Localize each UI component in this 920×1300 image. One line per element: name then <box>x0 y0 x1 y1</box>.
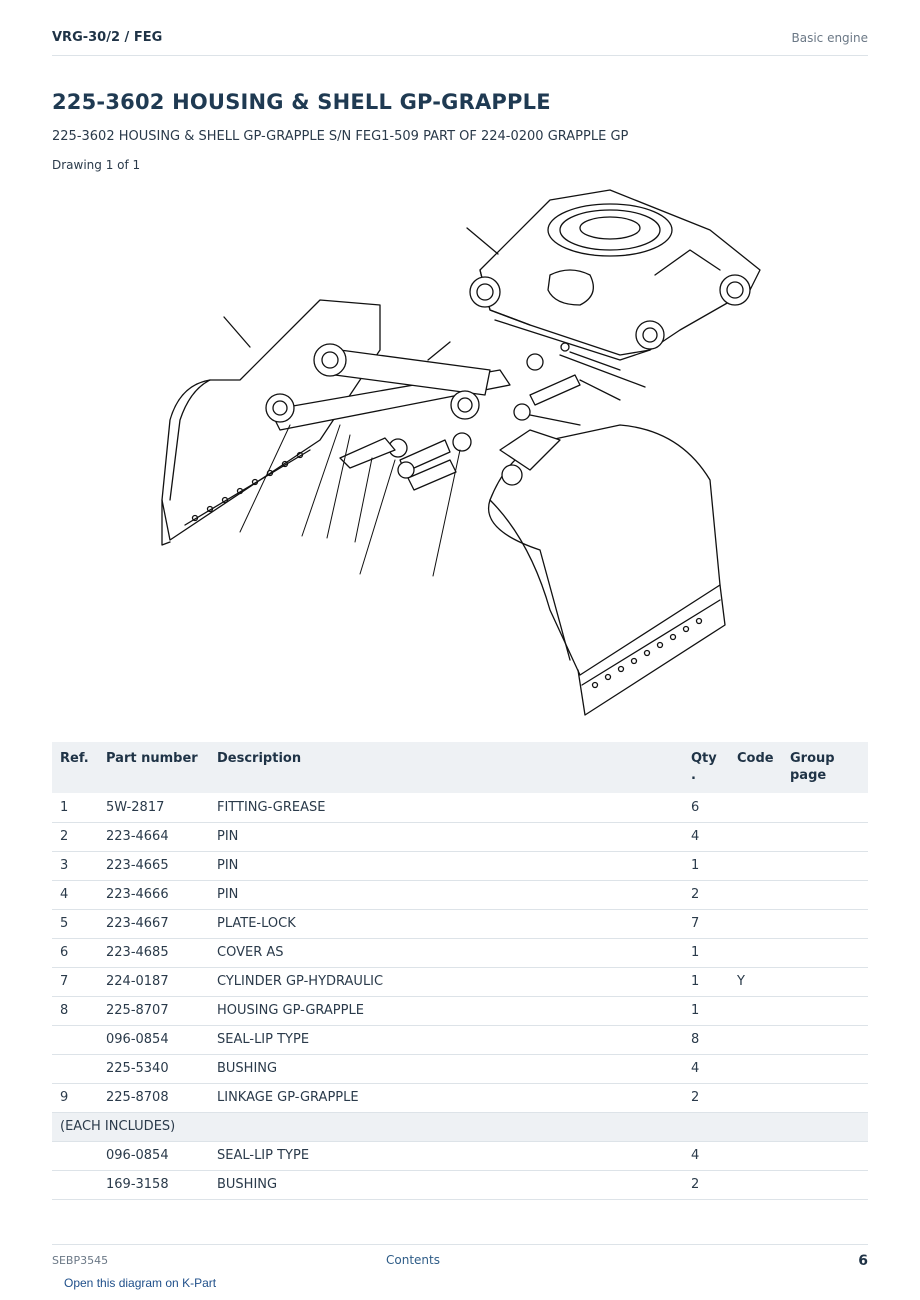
cell-code <box>729 996 782 1025</box>
cell-code: Y <box>729 967 782 996</box>
cell-description: FITTING-GREASE <box>209 793 683 822</box>
cell-qty: 4 <box>683 822 729 851</box>
table-row <box>52 1083 868 1112</box>
cell-ref <box>52 1054 98 1083</box>
table-header-row <box>52 742 868 793</box>
cell-ref: 9 <box>52 1083 98 1112</box>
cell-qty: 6 <box>683 793 729 822</box>
cell-part-number: 223-4685 <box>98 938 209 967</box>
cell-part-number: 223-4666 <box>98 880 209 909</box>
cell-ref: 5 <box>52 909 98 938</box>
cell-qty: 4 <box>683 1141 729 1170</box>
column-header-description: Description <box>209 742 683 793</box>
cell-group-page <box>782 1083 868 1112</box>
parts-table <box>52 742 868 1200</box>
cell-qty: 2 <box>683 1170 729 1199</box>
exploded-parts-diagram <box>150 180 770 720</box>
cell-code <box>729 938 782 967</box>
cell-ref: 6 <box>52 938 98 967</box>
table-row <box>52 880 868 909</box>
cell-description: SEAL-LIP TYPE <box>209 1141 683 1170</box>
table-row <box>52 909 868 938</box>
cell-ref: 8 <box>52 996 98 1025</box>
page-header <box>52 28 868 56</box>
cell-code <box>729 1083 782 1112</box>
cell-group-page <box>782 967 868 996</box>
cell-group-page <box>782 938 868 967</box>
table-row <box>52 1141 868 1170</box>
cell-group-page <box>782 909 868 938</box>
cell-ref: 7 <box>52 967 98 996</box>
cell-description: PIN <box>209 851 683 880</box>
cell-part-number: 225-5340 <box>98 1054 209 1083</box>
cell-qty: 1 <box>683 967 729 996</box>
cell-part-number: 225-8708 <box>98 1083 209 1112</box>
kpart-link[interactable]: Open this diagram on K-Part <box>64 1276 217 1290</box>
cell-description: PLATE-LOCK <box>209 909 683 938</box>
cell-code <box>729 851 782 880</box>
table-row <box>52 1054 868 1083</box>
cell-description: PIN <box>209 822 683 851</box>
cell-description: SEAL-LIP TYPE <box>209 1025 683 1054</box>
cell-ref <box>52 1141 98 1170</box>
cell-qty: 8 <box>683 1025 729 1054</box>
table-row <box>52 822 868 851</box>
doc-code: VRG-30/2 / FEG <box>52 30 163 45</box>
cell-qty: 4 <box>683 1054 729 1083</box>
cell-description: COVER AS <box>209 938 683 967</box>
cell-group-page <box>782 851 868 880</box>
cell-code <box>729 1141 782 1170</box>
drawing-label: Drawing 1 of 1 <box>52 158 141 172</box>
group-label: (EACH INCLUDES) <box>52 1112 868 1141</box>
right-shell-drawing <box>489 425 725 715</box>
cell-code <box>729 1170 782 1199</box>
cell-part-number: 169-3158 <box>98 1170 209 1199</box>
table-row <box>52 1170 868 1199</box>
cell-ref: 4 <box>52 880 98 909</box>
page-number: 6 <box>858 1253 868 1269</box>
cell-code <box>729 793 782 822</box>
cell-code <box>729 909 782 938</box>
cell-code <box>729 880 782 909</box>
cell-description: LINKAGE GP-GRAPPLE <box>209 1083 683 1112</box>
group-row <box>52 1112 868 1141</box>
cell-qty: 1 <box>683 938 729 967</box>
cell-group-page <box>782 1025 868 1054</box>
cell-code <box>729 822 782 851</box>
doc-id: SEBP3545 <box>52 1254 109 1267</box>
page-footer <box>52 1244 868 1274</box>
cell-code <box>729 1025 782 1054</box>
cell-group-page <box>782 996 868 1025</box>
table-row <box>52 938 868 967</box>
contents-link[interactable]: Contents <box>386 1253 440 1267</box>
cell-part-number: 223-4665 <box>98 851 209 880</box>
left-shell-drawing <box>162 300 380 545</box>
cell-qty: 7 <box>683 909 729 938</box>
cell-group-page <box>782 1170 868 1199</box>
housing-drawing <box>467 190 760 360</box>
cell-ref: 2 <box>52 822 98 851</box>
cell-qty: 2 <box>683 1083 729 1112</box>
cell-ref <box>52 1170 98 1199</box>
column-header-ref: Ref. <box>52 742 98 793</box>
cell-part-number: 225-8707 <box>98 996 209 1025</box>
column-header-group-page: Group page <box>782 742 868 793</box>
section-name: Basic engine <box>791 31 868 45</box>
column-header-code: Code <box>729 742 782 793</box>
cell-qty: 1 <box>683 996 729 1025</box>
cell-part-number: 223-4667 <box>98 909 209 938</box>
page-subtitle: 225-3602 HOUSING & SHELL GP-GRAPPLE S/N FEG1-509 PART OF 224-0200 GRAPPLE GP <box>52 129 629 144</box>
column-header-part-number: Part number <box>98 742 209 793</box>
column-header-qty: Qty . <box>683 742 729 793</box>
cell-description: HOUSING GP-GRAPPLE <box>209 996 683 1025</box>
cell-description: PIN <box>209 880 683 909</box>
table-row <box>52 1025 868 1054</box>
table-row <box>52 793 868 822</box>
cell-part-number: 096-0854 <box>98 1141 209 1170</box>
cell-part-number: 224-0187 <box>98 967 209 996</box>
cell-qty: 2 <box>683 880 729 909</box>
table-row <box>52 851 868 880</box>
cell-group-page <box>782 880 868 909</box>
cell-description: BUSHING <box>209 1170 683 1199</box>
cell-part-number: 096-0854 <box>98 1025 209 1054</box>
cell-ref <box>52 1025 98 1054</box>
page-title: 225-3602 HOUSING & SHELL GP-GRAPPLE <box>52 90 551 114</box>
table-row <box>52 967 868 996</box>
cell-ref: 1 <box>52 793 98 822</box>
cell-group-page <box>782 1141 868 1170</box>
cell-qty: 1 <box>683 851 729 880</box>
cell-code <box>729 1054 782 1083</box>
cell-group-page <box>782 822 868 851</box>
table-row <box>52 996 868 1025</box>
cell-description: BUSHING <box>209 1054 683 1083</box>
cell-group-page <box>782 1054 868 1083</box>
cell-group-page <box>782 793 868 822</box>
cell-part-number: 5W-2817 <box>98 793 209 822</box>
cell-part-number: 223-4664 <box>98 822 209 851</box>
cell-description: CYLINDER GP-HYDRAULIC <box>209 967 683 996</box>
cell-ref: 3 <box>52 851 98 880</box>
